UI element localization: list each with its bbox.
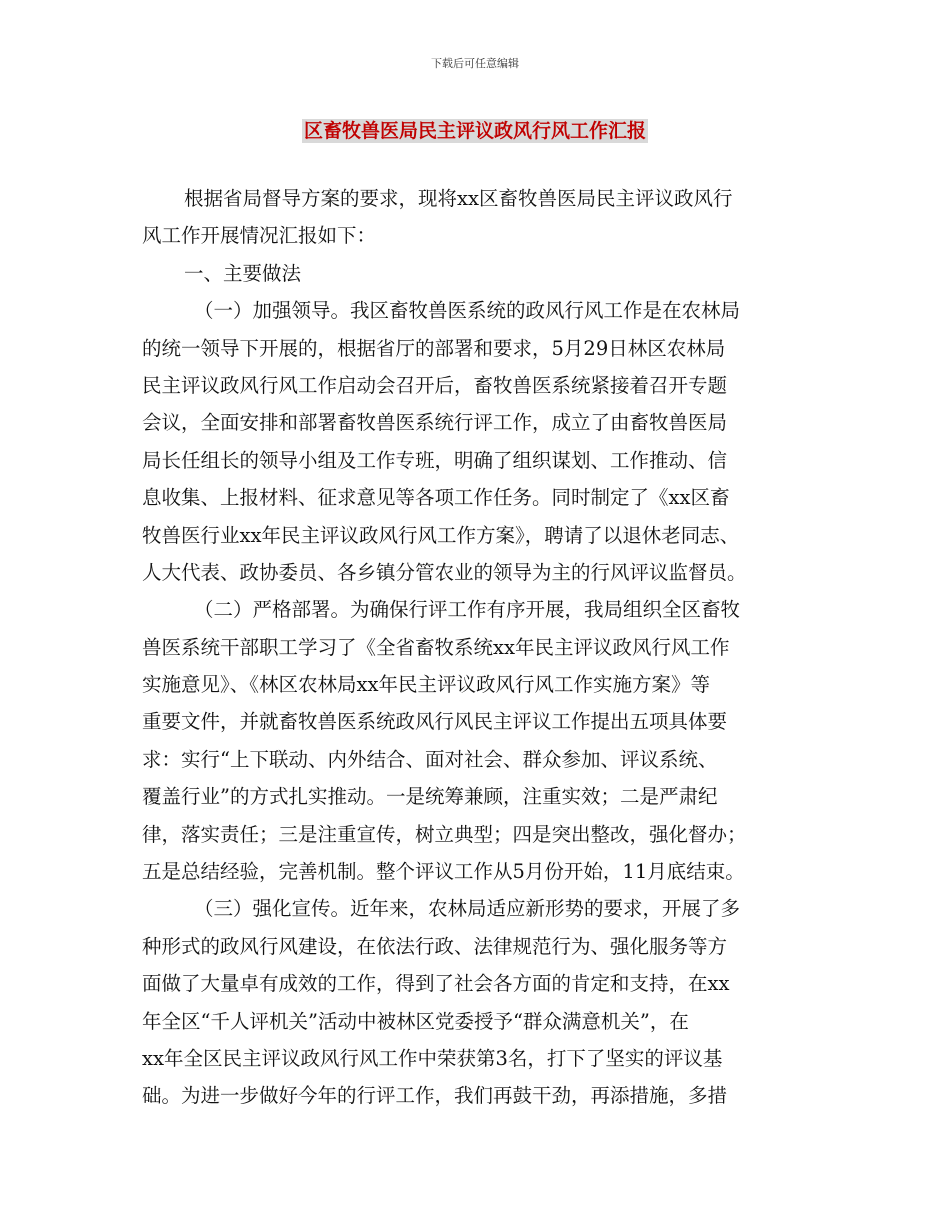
document-title-wrapper <box>0 116 950 143</box>
text-line: 覆盖行业”的方式扎实推动。一是统筹兼顾，注重实效；二是严肃纪 <box>142 785 718 809</box>
document-body <box>142 180 812 1115</box>
text-line: 律，落实责任；三是注重宣传，树立典型；四是突出整改，强化督办； <box>142 822 747 846</box>
text-line: 实施意见》、《林区农林局xx年民主评议政风行风工作实施方案》等 <box>142 673 710 697</box>
text-line: 的统一领导下开展的，根据省厅的部署和要求，5月29日林区农林局 <box>142 336 726 360</box>
text-line: 五是总结经验，完善机制。整个评议工作从5月份开始，11月底结束。 <box>142 860 745 884</box>
text-line: 息收集、上报材料、征求意见等各项工作任务。同时制定了《xx区畜 <box>142 486 730 510</box>
section-heading: 一、主要做法 <box>184 261 302 285</box>
text-line: 础。为进一步做好今年的行评工作，我们再鼓干劲，再添措施，多措 <box>142 1084 728 1108</box>
text-line: 种形式的政风行风建设，在依法行政、法律规范行为、强化服务等方 <box>142 934 728 958</box>
text-line: 年全区“千人评机关”活动中被林区党委授予“群众满意机关”，在 <box>142 1009 689 1033</box>
text-line: 根据省局督导方案的要求，现将xx区畜牧兽医局民主评议政风行 <box>184 187 733 210</box>
text-line: 牧兽医行业xx年民主评议政风行风工作方案》，聘请了以退休老同志、 <box>142 523 740 547</box>
text-line: 会议，全面安排和部署畜牧兽医系统行评工作，成立了由畜牧兽医局 <box>142 411 728 435</box>
text-line: 民主评议政风行风工作启动会召开后，畜牧兽医系统紧接着召开专题 <box>142 373 728 397</box>
text-line: 面做了大量卓有成效的工作，得到了社会各方面的肯定和支持，在xx <box>142 972 730 996</box>
text-line: （二）严格部署。为确保行评工作有序开展，我局组织全区畜牧 <box>194 598 741 622</box>
text-line: xx年全区民主评议政风行风工作中荣获第3名，打下了坚实的评议基 <box>142 1046 723 1070</box>
text-line: 人大代表、政协委员、各乡镇分管农业的领导为主的行风评议监督员。 <box>142 560 747 584</box>
text-line: 风工作开展情况汇报如下： <box>142 224 377 248</box>
header-note: 下载后可任意编辑 <box>431 57 519 70</box>
text-line: 求：实行“上下联动、内外结合、面对社会、群众参加、评议系统、 <box>142 747 718 771</box>
text-line: （一）加强领导。我区畜牧兽医系统的政风行风工作是在农林局 <box>194 299 741 323</box>
text-line: 重要文件，并就畜牧兽医系统政风行风民主评议工作提出五项具体要 <box>142 710 728 734</box>
text-line: 兽医系统干部职工学习了《全省畜牧系统xx年民主评议政风行风工作 <box>142 635 730 659</box>
text-line: 局长任组长的领导小组及工作专班，明确了组织谋划、工作推动、信 <box>142 448 728 472</box>
document-title: 区畜牧兽医局民主评议政风行风工作汇报 <box>303 120 646 142</box>
text-line: （三）强化宣传。近年来，农林局适应新形势的要求，开展了多 <box>194 897 741 921</box>
